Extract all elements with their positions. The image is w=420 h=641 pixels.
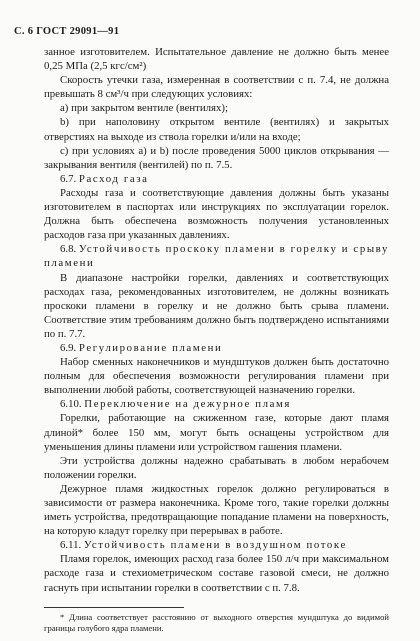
paragraph: Дежурное пламя жидкостных горелок должно регулироваться в зависимости от размера наконечника. Кроме того, такие горелки должны иметь устройства, предотвращающие попадание пламени на поверхность, на которую кладут горелку при перерывах в работе. [44,482,389,538]
section-heading [44,172,389,186]
page-header: С. 6 ГОСТ 29091—91 [14,26,120,37]
paragraph: b) при наполовину открытом вентиле (вентилях) и закрытых отверстиях на выходе из ствола горелки и/или на входе; [44,116,389,143]
section-heading [44,538,389,552]
paragraph: В диапазоне настройки горелки, давлениях и соответствующих расходах газа, рекомендованных изготовителем, не должны возникать проскоки пламени в горелку и не должно быть срыва пламени. Соответствие этим требованиям должно быть подтверждено испытаниями по п. 7.7. [44,271,389,340]
section-title: Устойчивость проскоку пламени в горелку и срыву пламени [44,243,390,270]
section-number: 6.9. [60,341,77,354]
section-number: 6.8. [60,243,77,256]
document-body [44,45,389,595]
section-title: Расход газа [78,172,149,185]
paragraph: Эти устройства должны надежно срабатывать в любом нерабочем положении горелки. [44,454,389,481]
section-number: 6.7. [60,172,77,185]
footnote-rule [44,607,184,608]
paragraph: Скорость утечки газа, измеренная в соответствии с п. 7.4, не должна превышать 8 см³/ч при следующих условиях: [44,74,389,101]
section-number: 6.11. [60,539,82,552]
paragraph: c) при условиях а) и b) после проведения 5000 циклов открывания — закрывания вентиля (вентилей) по п. 7.5. [44,144,389,171]
paragraph: Расходы газа и соответствующие давления должны быть указаны изготовителем в паспортах или инструкциях по эксплуатации горелок. Должна быть обеспечена возможность получения установленных расходов газа при указанных давлениях. [44,186,389,242]
section-title: Переключение на дежурное пламя [84,398,292,411]
paragraph: а) при закрытом вентиле (вентилях); [60,102,229,115]
section-title: Устойчивость пламени в воздушном потоке [83,539,347,552]
section-number: 6.10. [60,398,82,411]
footnote: * Длина соответствует расстоянию от выходного отверстия мундштука до видимой границы голубого ядра пламени. [44,612,389,633]
paragraph: занное изготовителем. Испытательное давление не должно быть менее 0,25 МПа (2,5 кгс/см²) [44,46,389,73]
paragraph: Пламя горелок, имеющих расход газа более 150 л/ч при максимальном расходе газа и стехиометрическом составе газовой смеси, не должно гаснуть при испытании горелки в соответствии с п. 7.8. [44,553,389,594]
section-heading [44,242,389,270]
section-title: Регулирование пламени [78,341,223,354]
section-heading [44,341,389,355]
paragraph: Набор сменных наконечников и мундштуков должен быть достаточно полным для обеспечения возможности регулирования пламени при выполнении любой работы, соответствующей назначению горелки. [44,356,389,397]
paragraph: Горелки, работающие на сжиженном газе, которые дают пламя длиной* более 150 мм, могут быть оснащены устройством для уменьшения длины пламени или устройством гашения пламени. [44,412,389,453]
section-heading [44,397,389,411]
